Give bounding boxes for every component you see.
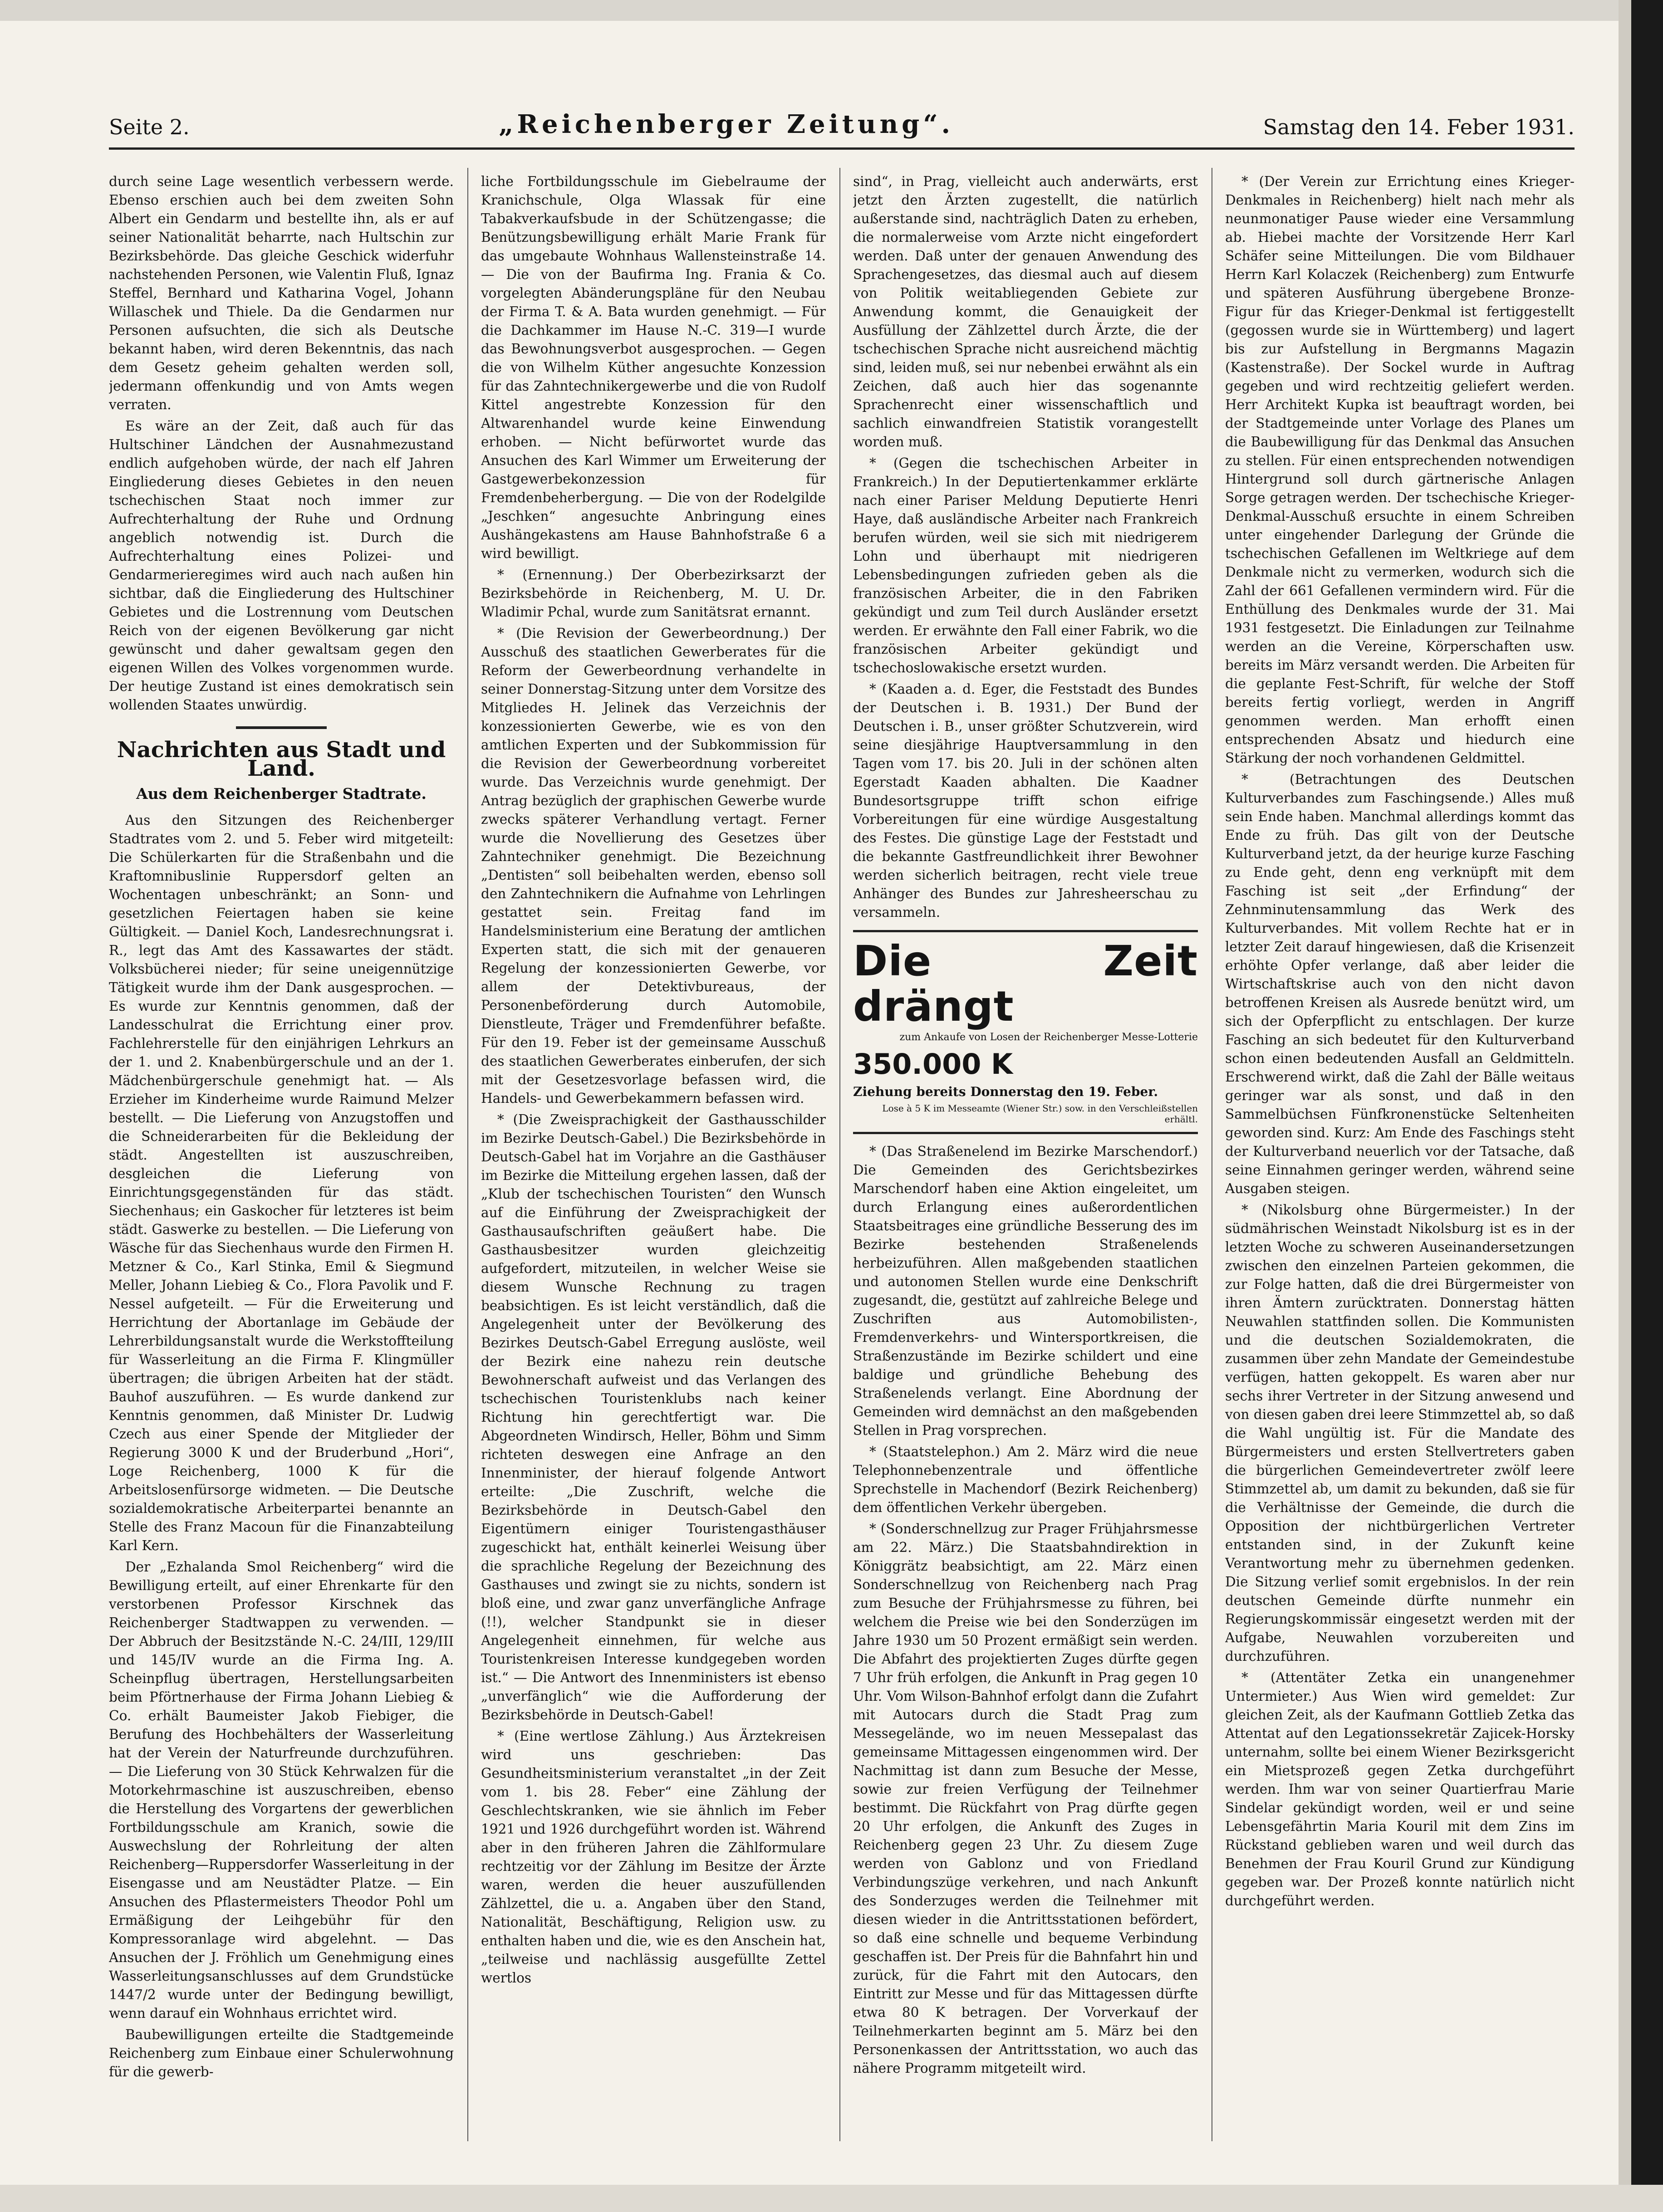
news-item: * (Kaaden a. d. Eger, die Feststadt des Bundes der Deutschen i. B. 1931.) Der Bund der Deutschen i. B., unser größter Schutzverein, wird seine diesjährige Hauptversammlung in den Tagen vom 17. bis 20. Juli in der schönen alten Egerstadt Kaaden abhalten. Die Kaadner Bundesortsgruppe trifft schon eifrige Vorbereitungen für eine würdige Ausgestaltung des Festes. Die günstige Lage der Feststadt und die bekannte Gastfreundlichkeit ihrer Bewohner werden sicherlich beitragen, recht viele treue Anhänger des Bundes zur Jahresheerschau zu versammeln. [853,681,1198,920]
separator-rule [236,726,327,729]
newspaper-page [109,104,1575,2146]
article-paragraph: Aus den Sitzungen des Reichenberger Stadtrates vom 2. und 5. Feber wird mitgeteilt: Die Schülerkarten für die Straßenbahn und die Kraftomnibuslinie Ruppersdorf gelten an Wochentagen unbeschränkt; an Sonn- und gesetzlichen Feiertagen haben sie keine Gültigkeit. — Daniel Koch, Landesrechnungsrat i. R., legt das Amt des Kassawartes der städt. Volksbücherei nieder; für seine uneigennützige Tätigkeit wurde ihm der Dank ausgesprochen. — Es wurde zur Kenntnis genommen, daß der Landesschulrat die Errichtung einer prov. Fachlehrerstelle für den einjährigen Lehrkurs an der 1. und 2. Knabenbürgerschule und an der 1. Mädchenbürgerschule genehmigt hat. — Als Erzieher im Kinderheime wurde Raimund Melzer bestellt. — Die Lieferung von Anzugstoffen und die Schneiderarbeiten für die Bekleidung der städt. Angestellten ist auszuschreiben, desgleichen die Lieferung von Einrichtungsgegenständen für das städt. Siechenhaus; ein Gaskocher für letzteres ist beim städt. Gaswerke zu bestellen. — Die Lieferung von Wäsche für das Siechenhaus wurde den Firmen H. Metzner & Co., Karl Stinka, Emil & Siegmund Meller, Johann Liebieg & Co., Flora Pavolik und F. Nessel aufgeteilt. — Für die Erweiterung und Herrichtung der Abortanlage im Gebäude der Lehrerbildungsanstalt wurde die Werkstoffteilung für Wasserleitung an die Firma F. Klingmüller übertragen; die übrigen Arbeiten hat der städt. Bauhof auszuführen. — Es wurde dankend zur Kenntnis genommen, daß Minister Dr. Ludwig Czech aus einer Spende der Mitglieder der Regierung 3000 K und der Bruderbund „Hori“, Loge Reichenberg, 1000 K für die Arbeitslosenfürsorge widmeten. — Die Deutsche sozialdemokratische Arbeiterpartei benannte an Stelle des Franz Macoun für die Finanzabteilung Karl Kern. [109,812,454,1553]
column-2 [481,172,826,2141]
news-item: * (Eine wertlose Zählung.) Aus Ärztekreisen wird uns geschrieben: Das Gesundheitsministerium veranstaltet „in der Zeit vom 1. bis 28. Feber“ eine Zählung der Geschlechtskranken, wie sie ähnlich im Feber 1921 und 1926 durchgeführt worden ist. Während aber in den früheren Jahren die Zählformulare rechtzeitig vor der Zählung im Besitze der Ärzte waren, werden die heuer auszufüllenden Zählzettel, die u. a. Angaben über den Stand, Nationalität, Beschäftigung, Religion usw. zu enthalten haben und die, wie es den Anschein hat, „teilweise und nachlässig ausgefüllte Zettel wertlos [481,1728,826,1986]
scan-edge-right-dark [1631,0,1663,2212]
news-item: * (Gegen die tschechischen Arbeiter in Frankreich.) In der Deputiertenkammer erklärte nach einer Pariser Meldung Deputierte Henri Haye, daß ausländische Arbeiter nach Frankreich berufen würden, weil sie sich mit niedrigerem Lohn und überhaupt mit niedrigeren Lebensbedingungen zufrieden geben als die französischen Arbeiter, die in den Fabriken gekündigt und zum Teil durch Ausländer ersetzt werden. Er erwähnte den Fall einer Fabrik, wo die französischen Arbeiter gekündigt und tschechoslowakische ersetzt wurden. [853,455,1198,675]
news-item: * (Die Zweisprachigkeit der Gasthausschilder im Bezirke Deutsch-Gabel.) Die Bezirksbehörde in Deutsch-Gabel hat im Vorjahre an die Gasthäuser im Bezirke die Mitteilung ergehen lassen, daß der „Klub der tschechischen Touristen“ den Wunsch auf die Einführung der Zweisprachigkeit der Gasthausaufschriften geäußert habe. Die Gasthausbesitzer wurden gleichzeitig aufgefordert, mitzuteilen, in welcher Weise sie diesem Wunsche Rechnung zu tragen beabsichtigen. Es ist leicht verständlich, daß die Angelegenheit unter der Bevölkerung des Bezirkes Deutsch-Gabel Erregung auslöste, weil der Bezirk eine nahezu rein deutsche Bewohnerschaft aufweist und das Verlangen des tschechischen Touristenklubs nach keiner Richtung hin gerechtfertigt war. Die Abgeordneten Windirsch, Heller, Böhm und Simm richteten deswegen eine Anfrage an den Innenminister, der hierauf folgende Antwort erteilte: „Die Zuschrift, welche die Bezirksbehörde in Deutsch-Gabel den Eigentümern einiger Touristengasthäuser zugeschickt hat, enthält keinerlei Weisung über die sprachliche Regelung der Bezeichnung des Gasthauses und zwingt sie zu nichts, sondern ist bloß eine, und zwar ganz unverfängliche Anfrage (!!), welcher Standpunkt sie in dieser Angelegenheit einnehmen, für welche aus Touristenkreisen Interesse kundgegeben worden ist.“ — Die Antwort des Innenministers ist ebenso „unverfänglich“ wie die Aufforderung der Bezirksbehörde in Deutsch-Gabel! [481,1112,826,1723]
article-paragraph: Baubewilligungen erteilte die Stadtgemeinde Reichenberg zum Einbaue einer Schulerwohnung für die gewerb- [109,2027,454,2080]
news-item: * (Der Verein zur Errichtung eines Krieger-Denkmales in Reichenberg) hielt nach mehr als neunmonatiger Pause wieder eine Versammlung ab. Hiebei machte der Vorsitzende Herr Karl Schäfer seine Mitteilungen. Die vom Bildhauer Herrn Karl Kolaczek (Reichenberg) zum Entwurfe und späteren Ausführung übergebene Bronze-Figur für das Krieger-Denkmal ist fertiggestellt (gegossen wurde sie in Württemberg) und lagert bis zur Aufstellung in Bergmanns Magazin (Kastenstraße). Der Sockel wurde in Auftrag gegeben und wird rechtzeitig geliefert werden. Herr Architekt Kupka ist beauftragt worden, bei der Stadtgemeinde unter Vorlage des Planes um die Baubewilligung für das Denkmal das Ansuchen zu stellen. Für einen entsprechenden notwendigen Hintergrund soll durch gärtnerische Anlagen Sorge getragen werden. Der tschechische Krieger-Denkmal-Ausschuß ersuchte in einem Schreiben unter eingehender Darlegung der Gründe die tschechischen Gefallenen im Weltkriege auf dem Denkmale nicht zu vermerken, wodurch sich die Zahl der 661 Gefallenen vermindern wird. Für die Enthüllung des Denkmales wurde der 31. Mai 1931 festgesetzt. Die Einladungen zur Teilnahme werden an die Vereine, Körperschaften usw. bereits im März versandt werden. Die Arbeiten für die geplante Fest-Schrift, für welche der Stoff bereits fertig vorliegt, werden in Angriff genommen werden. Man erhofft einen entsprechenden Absatz und hiedurch eine Stärkung der noch vorhandenen Geldmittel. [1225,174,1575,766]
ad-draw-date: Ziehung bereits Donnerstag den 19. Feber. [853,1084,1158,1099]
column-rule [839,168,840,2141]
column-3 [853,172,1198,2141]
news-item: * (Das Straßenelend im Bezirke Marschendorf.) Die Gemeinden des Gerichtsbezirkes Marschendorf haben eine Aktion eingeleitet, um durch Erlangung eines außerordentlichen Staatsbeitrages eine gründliche Besserung des im Bezirke bestehenden Straßenelends herbeizuführen. Allen maßgebenden staatlichen und autonomen Stellen wurde eine Denkschrift zugesandt, die, gestützt auf zahlreiche Belege und Zuschriften aus Automobilisten-, Fremdenverkehrs- und Wintersportkreisen, die Straßenzustände im Bezirke schildert und eine baldige und gründliche Behebung des Straßenelends verlangt. Eine Abordnung der Gemeinden wird demnächst an den maßgebenden Stellen in Prag vorsprechen. [853,1144,1198,1438]
news-item: * (Staatstelephon.) Am 2. März wird die neue Telephonnebenzentrale und öffentliche Sprechstelle in Machendorf (Bezirk Reichenberg) dem öffentlichen Verkehr übergeben. [853,1444,1198,1515]
ad-title: Die Zeit drängt [853,937,1198,1031]
article-paragraph: Der „Ezhalanda Smol Reichenberg“ wird die Bewilligung erteilt, auf einer Ehrenkarte für den verstorbenen Professor Kirschnek das Reichenberger Stadtwappen zu verwenden. — Der Abbruch der Besitzstände N.-C. 24/III, 129/III und 145/IV wurde an die Firma Ing. A. Scheinpflug übertragen, Herstellungsarbeiten beim Pförtnerhause der Firma Johann Liebieg & Co. erhält Baumeister Jakob Fiebiger, die Berufung des Hochbehälters der Wasserleitung hat der Verein der Naturfreunde durchzuführen. — Die Lieferung von 30 Stück Kehrwalzen für die Motorkehrmaschine ist auszuschreiben, ebenso die Herstellung des Vorgartens der gewerblichen Fortbildungsschule am Kranich, sowie die Auswechslung der Rohrleitung der alten Reichenberg—Ruppersdorfer Wasserleitung in der Eisengasse und am Neustädter Platze. — Ein Ansuchen des Pflastermeisters Theodor Pohl um Ermäßigung der Leihgebühr für den Kompressoranlage wird abgelehnt. — Das Ansuchen der J. Fröhlich um Genehmigung eines Wasserleitungsanschlusses auf dem Grundstücke 1447/2 wurde unter der Bedingung bewilligt, wenn darauf ein Wohnhaus errichtet wird. [109,1559,454,2021]
lottery-advertisement [853,930,1198,1134]
article-paragraph: durch seine Lage wesentlich verbessern werde. Ebenso erschien auch bei dem zweiten Sohn Albert ein Gendarm und bestellte ihn, als er auf seiner Nationalität beharrte, nach Hultschin zur Bezirksbehörde. Das gleiche Geschick widerfuhr nachstehenden Personen, wie Valentin Fluß, Ignaz Steffel, Bernhard und Katharina Vogel, Johann Willaschek und Thiele. Da die Gendarmen nur Personen aufsuchten, die sich als Deutsche bekannt haben, wird deren Bekenntnis, das nach dem Gesetz geheim gehalten werden soll, jedermann offenkundig und von Amts wegen verraten. [109,174,454,412]
section-title: Nachrichten aus Stadt und Land. [117,737,446,781]
news-item: * (Nikolsburg ohne Bürgermeister.) In der südmährischen Weinstadt Nikolsburg ist es in der letzten Woche zu schweren Auseinandersetzungen zwischen den einzelnen Parteien gekommen, die zur Folge hatten, daß die drei Bürgermeister von ihren Ämtern zurücktraten. Donnerstag hätten Neuwahlen stattfinden sollen. Die Kommunisten und die deutschen Sozialdemokraten, die zusammen über zehn Mandate der Gemeindestube verfügen, hatten gekoppelt. Es waren aber nur sechs ihrer Vertreter in der Sitzung anwesend und von diesen gaben drei leere Stimmzettel ab, so daß die Wahl ungültig ist. Für die Mandate des Bürgermeisters und ersten Stellvertreters gaben die bürgerlichen Gemeindevertreter zwölf leere Stimmzettel ab, um damit zu bekunden, daß sie für die Verhältnisse der Gemeinde, die durch die Opposition der nichtbürgerlichen Vertreter entstanden sind, in der Zukunft keine Verantwortung mehr zu übernehmen gedenken. Die Sitzung verlief somit ergebnislos. In der rein deutschen Gemeinde dürfte nunmehr ein Regierungskommissär eingesetzt werden mit der Aufgabe, Neuwahlen vorzubereiten und durchzuführen. [1225,1202,1575,1664]
section-subtitle: Aus dem Reichenberger Stadtrate. [136,785,427,803]
issue-date: Samstag den 14. Feber 1931. [1263,115,1575,139]
news-item: * (Ernennung.) Der Oberbezirksarzt der Bezirksbehörde in Reichenberg, M. U. Dr. Wladimir Pchal, wurde zum Sanitätsrat ernannt. [481,567,826,620]
news-item: * (Betrachtungen des Deutschen Kulturverbandes zum Faschingsende.) Alles muß sein Ende haben. Manchmal allerdings kommt das Ende zu früh. Das gilt von der Deutsche Kulturverband jetzt, da der heurige kurze Fasching zu Ende geht, denn eng verknüpft mit dem Fasching ist seit „der Erfindung“ der Zehnminutensammlung das Werk des Kulturverbandes. Mit vollem Rechte hat er in letzter Zeit darauf hingewiesen, daß die Krisenzeit erhöhte Opfer verlange, daß aber leider die Wirtschaftskrise auch von den nicht davon betroffenen Kreisen als Ausrede benützt wird, um sich der Opferpflicht zu entschlagen. Der kurze Fasching an sich bedeutet für den Kulturverband schon einen bedeutenden Ausfall an Geldmitteln. Erschwerend wirkt, daß die Zahl der Bälle weitaus geringer war als sonst, und daß in den Sammelbüchsen Fünfkronenstücke Seltenheiten geworden sind. Kurz: Am Ende des Faschings steht der Kulturverband neuerlich vor der Tatsache, daß seine Einnahmen geringer werden, während seine Ausgaben steigen. [1225,772,1575,1196]
news-item: * (Die Revision der Gewerbeordnung.) Der Ausschuß des staatlichen Gewerberates für die Reform der Gewerbeordnung verhandelte in seiner Donnerstag-Sitzung unter dem Vorsitze des Mitgliedes H. Jelinek das Verzeichnis der konzessionierten Gewerbe, wie es von den amtlichen Experten und der Subkommission für die Revision der Gewerbeordnung vorbereitet wurde. Das Verzeichnis wurde genehmigt. Der Antrag bezüglich der graphischen Gewerbe wurde zwecks späterer Verhandlung vertagt. Ferner wurde die Novellierung des Gesetzes über Zahntechniker genehmigt. Die Bezeichnung „Dentisten“ soll beibehalten werden, ebenso soll den Zahntechnikern die Aufnahme von Lehrlingen gestattet sein. Freitag fand im Handelsministerium eine Beratung der amtlichen Experten statt, die sich mit der genaueren Regelung der konzessionierten Gewerbe, vor allem der Detektivbureaus, der Personenbeförderung durch Automobile, Dienstleute, Träger und Fremdenführer befaßte. Für den 19. Feber ist der gemeinsame Ausschuß des staatlichen Gewerberates einberufen, der sich mit der Gesetzesvorlage befassen wird, die Handels- und Gewerbekammern befassen wird. [481,626,826,1106]
news-item: * (Attentäter Zetka ein unangenehmer Untermieter.) Aus Wien wird gemeldet: Zur gleichen Zeit, als der Kaufmann Gottlieb Zetka das Attentat auf den Legationssekretär Zajicek-Horsky unternahm, sollte bei einem Wiener Bezirksgericht ein Mietsprozeß gegen Zetka durchgeführt werden. Ihm war von seiner Quartierfrau Marie Sindelar gekündigt worden, weil er und seine Lebensgefährtin Maria Kouril mit dem Zins im Rückstand geblieben waren und weil durch das Benehmen der Frau Kouril Grund zur Kündigung gegeben war. Der Prozeß konnte natürlich nicht durchgeführt werden. [1225,1670,1575,1909]
scan-edge-right-light [1619,0,1631,2212]
article-paragraph: sind“, in Prag, vielleicht auch anderwärts, erst jetzt den Ärzten zugestellt, die natürlich außerstande sind, nachträglich Daten zu erheben, die normalerweise vom Arzte nicht eingefordert werden. Daß unter der genauen Anwendung des Sprachengesetzes, das diesmal auch auf diesem von Politik weitabliegenden Gebiete zur Anwendung kommt, die Genauigkeit der Ausfüllung der Zählzettel durch Ärzte, die der tschechischen Sprache nicht ausreichend mächtig sind, leiden muß, sei nur nebenbei erwähnt als ein Zeichen, daß auch hier das sogenannte Sprachenrecht einer wissenschaftlich und sachlich einwandfreien Statistik vorangestellt worden muß. [853,174,1198,450]
article-paragraph: Es wäre an der Zeit, daß auch für das Hultschiner Ländchen der Ausnahmezustand endlich aufgehoben würde, der nach elf Jahren Eingliederung dieses Gebietes in den neuen tschechischen Staat noch immer zur Aufrechterhaltung der Ruhe und Ordnung angeblich notwendig ist. Durch die Aufrechterhaltung eines Polizei- und Gendarmerieregimes wird auch nach außen hin sichtbar, daß die Eingliederung des Hultschiner Gebietes und die Lostrennung vom Deutschen Reich von der eigenen Bevölkerung gar nicht gewünscht und daher gewaltsam gegen den eigenen Willen des Volkes vorgenommen wurde. Der heutige Zustand ist eines demokratisch sein wollenden Staates unwürdig. [109,418,454,713]
ad-subtitle: zum Ankaufe von Losen der Reichenberger Messe-Lotterie [899,1032,1198,1043]
ad-amount: 350.000 K [853,1047,1013,1081]
page-number: Seite 2. [109,115,190,139]
masthead: „Reichenberger Zeitung“. [499,109,954,139]
article-paragraph: liche Fortbildungsschule im Giebelraume der Kranichschule, Olga Wlassak für eine Tabakverkaufsbude in der Schützengasse; die Benützungsbewilligung erhält Marie Frank für das umgebaute Wohnhaus Wallensteinstraße 14. — Die von der Baufirma Ing. Frania & Co. vorgelegten Abänderungspläne für den Neubau der Firma T. & A. Bata wurden genehmigt. — Für die Dachkammer im Hause N.-C. 319—I wurde das Bewohnungsverbot ausgesprochen. — Gegen die von Wilhelm Küther angesuchte Konzession für das Zahntechnikergewerbe und die von Rudolf Kittel angestrebte Konzession für den Altwarenhandel wurde keine Einwendung erhoben. — Nicht befürwortet wurde das Ansuchen des Karl Wimmer um Erweiterung der Gastgewerbekonzession für Fremdenbeherbergung. — Die von der Rodelgilde „Jeschken“ angesuchte Anbringung eines Aushängekastens am Hause Bahnhofstraße 6 a wird bewilligt. [481,174,826,561]
scan-edge-bottom [0,2185,1663,2212]
column-4 [1225,172,1575,2141]
news-item: * (Sonderschnellzug zur Prager Frühjahrsmesse am 22. März.) Die Staatsbahndirektion in Königgrätz beabsichtigt, am 22. März einen Sonderschnellzug von Reichenberg nach Prag zum Besuche der Frühjahrsmesse zu führen, bei welchem die Preise wie bei den Sonderzügen im Jahre 1930 um 50 Prozent ermäßigt sein werden. Die Abfahrt des projektierten Zuges dürfte gegen 7 Uhr früh erfolgen, die Ankunft in Prag gegen 10 Uhr. Vom Wilson-Bahnhof erfolgt dann die Zufahrt mit Autocars durch die Stadt Prag zum Messegelände, wo im neuen Messepalast das gemeinsame Mittagessen eingenommen wird. Der Nachmittag ist dann zum Besuche der Messe, sowie zur freien Verfügung der Teilnehmer bestimmt. Die Rückfahrt von Prag dürfte gegen 20 Uhr erfolgen, die Ankunft des Zuges in Reichenberg gegen 23 Uhr. Zu diesem Zuge werden von Gablonz und von Friedland Verbindungszüge verkehren, und nach Ankunft des Sonderzuges werden die Teilnehmer mit diesen wieder in die Antrittsstationen befördert, so daß eine schnelle und bequeme Verbindung geschaffen ist. Der Preis für die Bahnfahrt hin und zurück, für die Fahrt mit den Autocars, den Eintritt zur Messe und für das Mittagessen dürfte etwa 80 K betragen. Der Vorverkauf der Teilnehmerkarten beginnt am 5. März bei den Personenkassen der Antrittsstation, wo auch das nähere Programm mitgeteilt wird. [853,1521,1198,2076]
page-header [109,104,1575,150]
column-rule [467,168,468,2141]
ad-fineprint: Lose à 5 K im Messeamte (Wiener Str.) sow. in den Verschleißstellen erhältl. [882,1103,1198,1125]
scan-edge-top [0,0,1663,21]
column-1 [109,172,454,2141]
